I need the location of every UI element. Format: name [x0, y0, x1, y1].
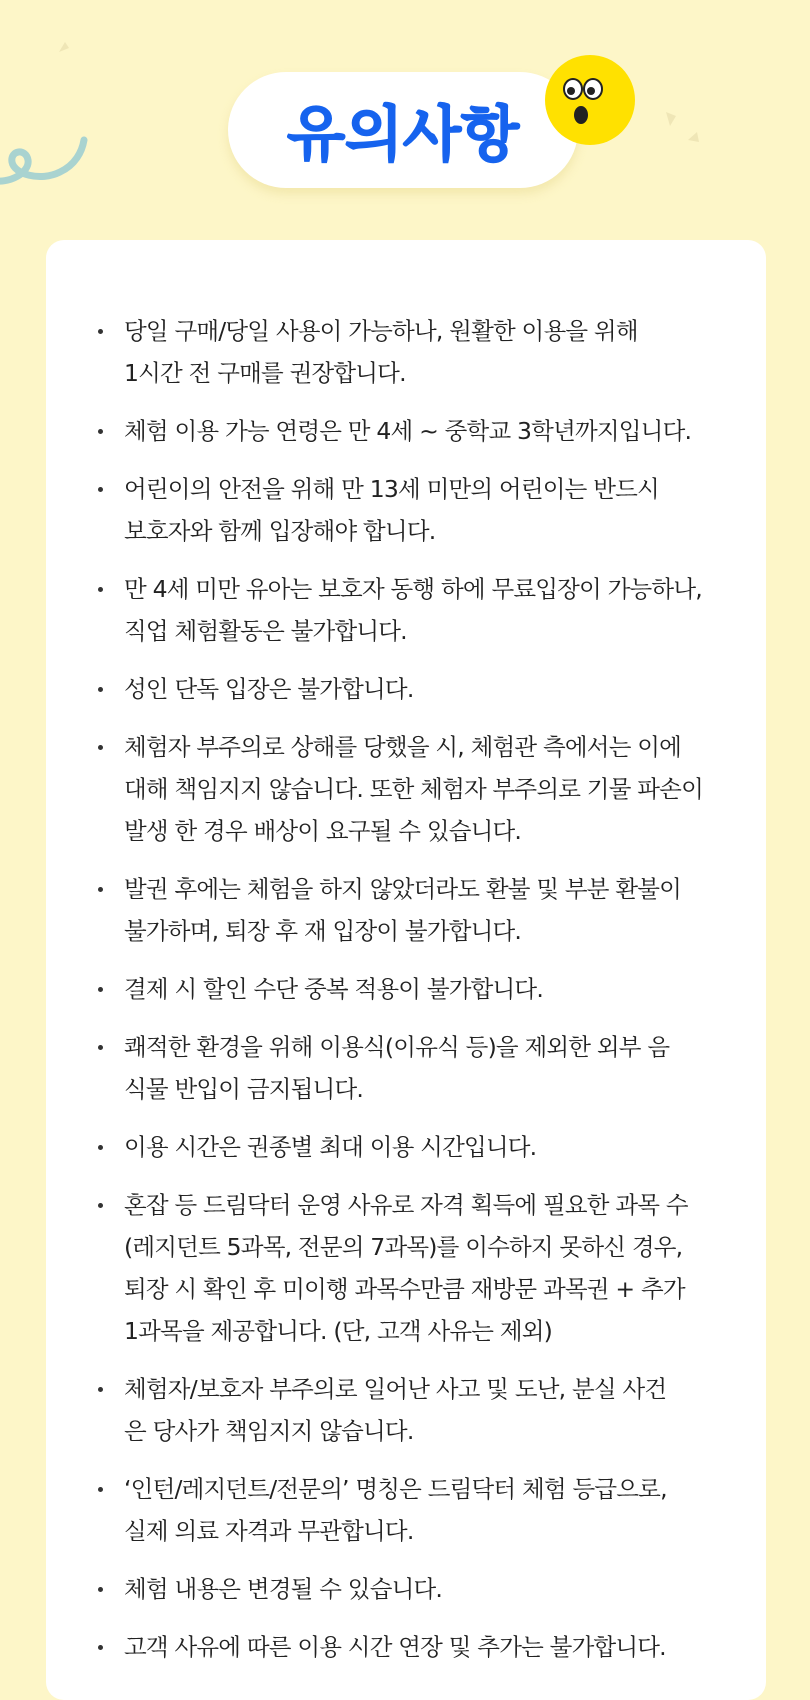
- confetti-icon: [660, 108, 684, 142]
- notice-item: 혼잡 등 드림닥터 운영 사유로 자격 획득에 필요한 과목 수 (레지던트 5과목, 전문의 7과목)를 이수하지 못하신 경우, 퇴장 시 확인 후 미이행 과목수만큼 재방문 과목권 + 추가 1과목을 제공합니다. (단, 고객 사유는 제외): [46, 1184, 766, 1352]
- notice-list: [46, 310, 766, 1684]
- notice-item: 발권 후에는 체험을 하지 않았더라도 환불 및 부분 환불이 불가하며, 퇴장 후 재 입장이 불가합니다.: [46, 868, 766, 952]
- surprised-face-icon: [543, 53, 637, 147]
- notice-item: 쾌적한 환경을 위해 이용식(이유식 등)을 제외한 외부 음 식물 반입이 금지됩니다.: [46, 1026, 766, 1110]
- notice-item: 당일 구매/당일 사용이 가능하나, 원활한 이용을 위해 1시간 전 구매를 권장합니다.: [46, 310, 766, 394]
- notice-item: 체험자/보호자 부주의로 일어난 사고 및 도난, 분실 사건 은 당사가 책임지지 않습니다.: [46, 1368, 766, 1452]
- confetti-icon: [55, 38, 77, 60]
- notice-item: 어린이의 안전을 위해 만 13세 미만의 어린이는 반드시 보호자와 함께 입장해야 합니다.: [46, 468, 766, 552]
- notice-item: 이용 시간은 권종별 최대 이용 시간입니다.: [46, 1126, 766, 1168]
- notice-item: 만 4세 미만 유아는 보호자 동행 하에 무료입장이 가능하나, 직업 체험활동은 불가합니다.: [46, 568, 766, 652]
- notice-item: 체험자 부주의로 상해를 당했을 시, 체험관 측에서는 이에 대해 책임지지 않습니다. 또한 체험자 부주의로 기물 파손이 발생 한 경우 배상이 요구될 수 있습니다.: [46, 726, 766, 852]
- notice-item: 체험 이용 가능 연령은 만 4세 ~ 중학교 3학년까지입니다.: [46, 410, 766, 452]
- notice-item: 성인 단독 입장은 불가합니다.: [46, 668, 766, 710]
- confetti-icon: [685, 128, 703, 146]
- notice-item: 고객 사유에 따른 이용 시간 연장 및 추가는 불가합니다.: [46, 1626, 766, 1668]
- title-banner: [228, 72, 578, 188]
- notice-item: ‘인턴/레지던트/전문의’ 명칭은 드림닥터 체험 등급으로, 실제 의료 자격과 무관합니다.: [46, 1468, 766, 1552]
- notice-item: 체험 내용은 변경될 수 있습니다.: [46, 1568, 766, 1610]
- notice-item: 결제 시 할인 수단 중복 적용이 불가합니다.: [46, 968, 766, 1010]
- notice-card: [46, 240, 766, 1700]
- swirl-decoration-icon: [0, 110, 100, 210]
- page-title: 유의사항: [287, 100, 519, 170]
